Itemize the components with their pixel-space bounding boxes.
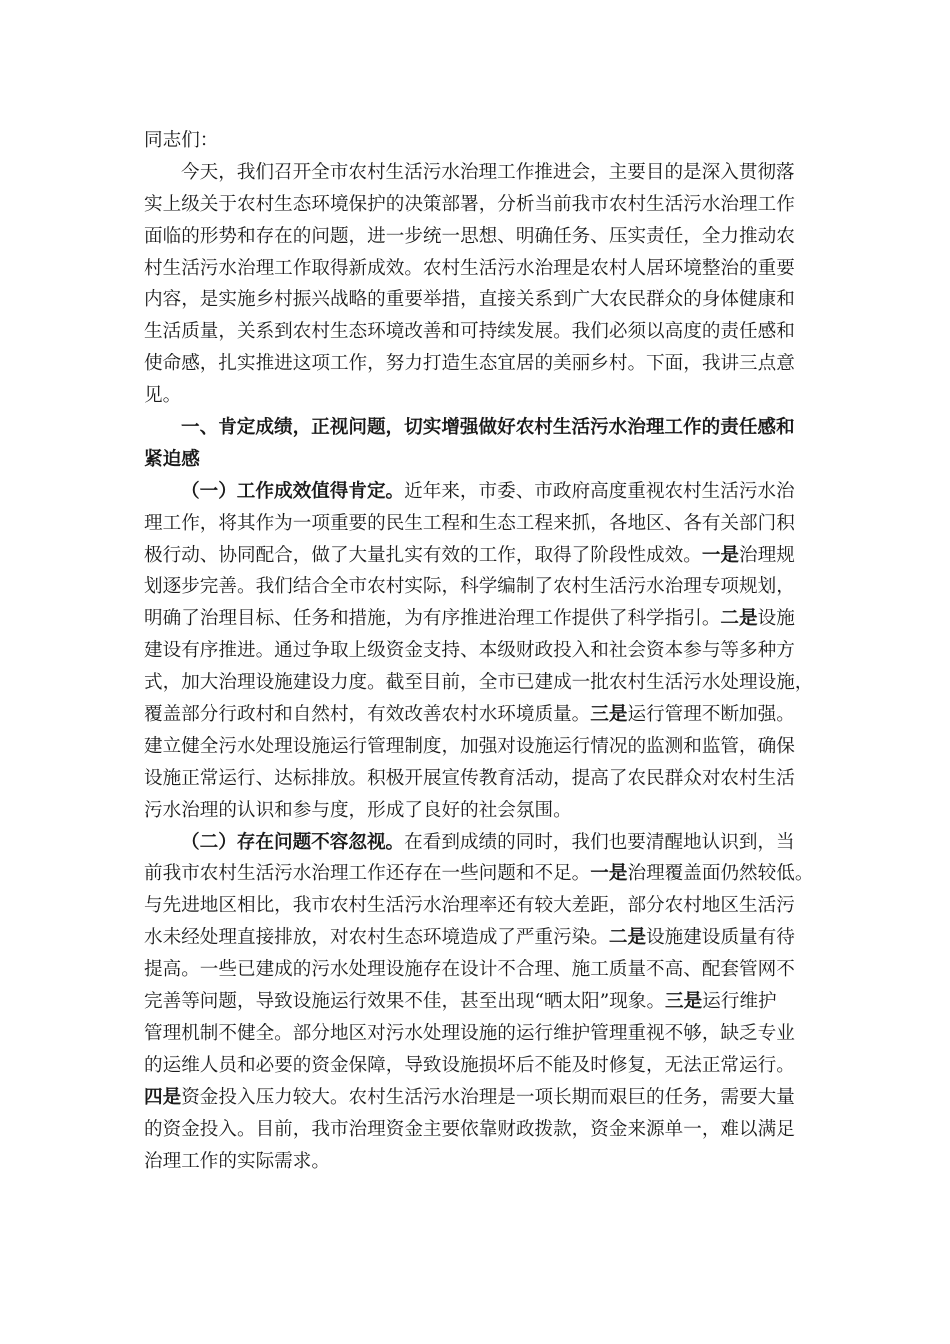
subsection-2-title: （二）存在问题不容忽视。 (181, 831, 405, 853)
point-label: 二是 (608, 927, 647, 949)
section-heading: 一、肯定成绩，正视问题，切实增强做好农村生活污水治理工作的责任感和 (181, 417, 795, 439)
point-label: 一是 (590, 863, 628, 885)
intro-line: 内容，是实施乡村振兴战略的重要举措，直接关系到广大农民群众的身体健康和 (144, 289, 795, 311)
document-page (144, 125, 820, 1177)
subsection-2-line: 的资金投入。目前，我市治理资金主要依靠财政拨款，资金来源单一，难以满足 (144, 1118, 795, 1140)
point-label: 四是 (144, 1086, 182, 1108)
section-heading-cont: 紧迫感 (144, 448, 200, 470)
subsection-2-line: 的运维人员和必要的资金保障，导致设施损坏后不能及时修复，无法正常运行。 (144, 1054, 795, 1076)
intro-line: 生活质量，关系到农村生态环境改善和可持续发展。我们必须以高度的责任感和 (144, 321, 795, 343)
point-label: 三是 (590, 704, 628, 726)
point-label: 一是 (701, 544, 740, 566)
intro-line: 实上级关于农村生态环境保护的决策部署，分析当前我市农村生活污水治理工作 (144, 193, 795, 215)
subsection-1-line: 设施正常运行、达标排放。积极开展宣传教育活动，提高了农民群众对农村生活 (144, 767, 795, 789)
salutation: 同志们： (144, 130, 219, 151)
intro-line: 村生活污水治理工作取得新成效。农村生活污水治理是农村人居环境整治的重要 (144, 257, 795, 279)
intro-line: 面临的形势和存在的问题，进一步统一思想、明确任务、压实责任，全力推动农 (144, 225, 795, 247)
subsection-2-line: 治理工作的实际需求。 (144, 1150, 330, 1172)
intro-line: 今天，我们召开全市农村生活污水治理工作推进会，主要目的是深入贯彻落 (181, 161, 795, 183)
subsection-1-line: 建设有序推进。通过争取上级资金支持、本级财政投入和社会资本参与等多种方 (144, 640, 795, 662)
subsection-2-line: 前我市农村生活污水治理工作还存在一些问题和不足。一是治理覆盖面仍然较低。 (144, 863, 814, 885)
subsection-2-line: 水未经处理直接排放，对农村生态环境造成了严重污染。二是设施建设质量有待 (144, 927, 795, 949)
subsection-1-line: （一）工作成效值得肯定。近年来，市委、市政府高度重视农村生活污水治 (181, 480, 795, 502)
subsection-1-line: 污水治理的认识和参与度，形成了良好的社会氛围。 (144, 799, 572, 821)
intro-line: 使命感，扎实推进这项工作，努力打造生态宜居的美丽乡村。下面，我讲三点意 (144, 353, 795, 375)
subsection-2-line: 管理机制不健全。部分地区对污水处理设施的运行维护管理重视不够，缺乏专业 (144, 1022, 795, 1044)
point-label: 三是 (665, 991, 703, 1013)
subsection-1-line: 理工作，将其作为一项重要的民生工程和生态工程来抓，各地区、各有关部门积 (144, 512, 795, 534)
subsection-1-line: 建立健全污水处理设施运行管理制度，加强对设施运行情况的监测和监管，确保 (144, 735, 795, 757)
subsection-2-line: 四是资金投入压力较大。农村生活污水治理是一项长期而艰巨的任务，需要大量 (144, 1086, 795, 1108)
subsection-1-line: 覆盖部分行政村和自然村，有效改善农村水环境质量。三是运行管理不断加强。 (144, 704, 795, 726)
subsection-2-line: （二）存在问题不容忽视。在看到成绩的同时，我们也要清醒地认识到，当 (181, 831, 795, 853)
subsection-1-line: 极行动、协同配合，做了大量扎实有效的工作，取得了阶段性成效。一是治理规 (144, 544, 795, 566)
intro-line: 见。 (144, 385, 182, 407)
subsection-2-line: 完善等问题，导致设施运行效果不佳，甚至出现“晒太阳”现象。三是运行维护 (144, 991, 777, 1013)
subsection-1-title: （一）工作成效值得肯定。 (181, 480, 405, 502)
point-label: 二是 (720, 608, 758, 630)
subsection-1-line: 划逐步完善。我们结合全市农村实际，科学编制了农村生活污水治理专项规划， (144, 576, 795, 598)
subsection-1-line: 明确了治理目标、任务和措施，为有序推进治理工作提供了科学指引。二是设施 (144, 608, 795, 630)
subsection-2-line: 提高。一些已建成的污水处理设施存在设计不合理、施工质量不高、配套管网不 (144, 959, 795, 981)
subsection-1-line: 式，加大治理设施建设力度。截至目前，全市已建成一批农村生活污水处理设施， (144, 672, 814, 694)
subsection-2-line: 与先进地区相比，我市农村生活污水治理率还有较大差距，部分农村地区生活污 (144, 895, 795, 917)
